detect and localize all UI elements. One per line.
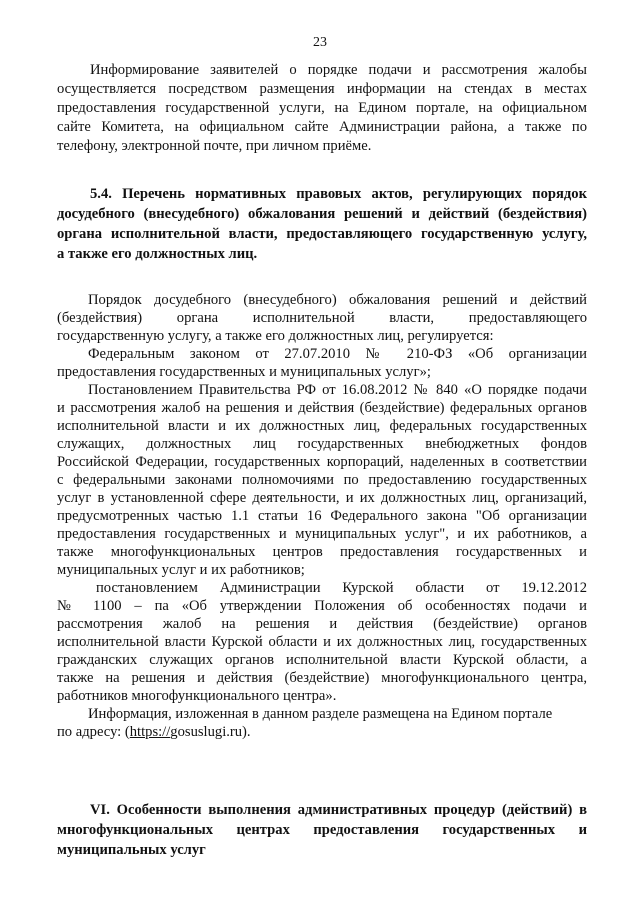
section-vi-heading-line-1: VI. Особенности выполнения административных процедур (действий) в	[90, 802, 587, 818]
body-line-3: государственную услугу, а также его должностных лиц, регулируется:	[57, 328, 494, 344]
section-5-4-heading-line-2: досудебного (внесудебного) обжалования решений и действий (бездействия)	[57, 206, 587, 222]
body-line-11: с федеральными законами полномочиями по предоставлению государственных	[57, 472, 587, 488]
body-line-22: также на решения и действия (бездействие) многофункционального центра,	[57, 670, 587, 686]
body-line-19: рассмотрения жалоб на решения и действия (бездействие) органов	[57, 616, 587, 632]
address-suffix: gosuslugi.ru).	[170, 724, 251, 740]
intro-line-4: сайте Комитета, на официальном сайте Администрации района, а также по	[57, 119, 587, 135]
section-vi-heading-line-2: многофункциональных центрах предоставления государственных и	[57, 822, 587, 838]
section-5-4-heading-line-1: 5.4. Перечень нормативных правовых актов, регулирующих порядок	[90, 186, 587, 202]
body-line-13: предусмотренных частью 1.1 статьи 16 Федерального закона "Об организации	[57, 508, 587, 524]
body-line-18: № 1100 – па «Об утверждении Положения об особенностях подачи и	[57, 598, 587, 614]
section-vi-heading-line-3: муниципальных услуг	[57, 842, 206, 858]
body-line-5: предоставления государственных и муниципальных услуг»;	[57, 364, 431, 380]
body-line-24: Информация, изложенная в данном разделе размещена на Едином портале	[88, 706, 553, 722]
body-line-10: Российской Федерации, государственных корпораций, наделенных в соответствии	[57, 454, 587, 470]
body-line-15: также многофункциональных центров предоставления государственных и	[57, 544, 587, 560]
intro-line-5: телефону, электронной почте, при личном приёме.	[57, 138, 372, 154]
body-line-17: постановлением Администрации Курской области от 19.12.2012	[96, 580, 587, 596]
body-line-2: (бездействия) органа исполнительной власти, предоставляющего	[57, 310, 587, 326]
intro-line-3: предоставления государственной услуги, на Едином портале, на официальном	[57, 100, 587, 116]
address-line	[57, 723, 587, 742]
body-line-12: услуг в установленной сфере деятельности, и их должностных лиц, организаций,	[57, 490, 587, 506]
body-line-7: и рассмотрения жалоб на решения и действия (бездействие) федеральных органов	[57, 400, 587, 416]
section-5-4-heading-line-3: органа исполнительной власти, предоставляющего государственную услугу,	[57, 226, 587, 242]
gosuslugi-link[interactable]: https://	[129, 724, 171, 740]
body-line-9: служащих, должностных лиц государственных внебюджетных фондов	[57, 436, 587, 452]
intro-line-2: осуществляется посредством размещения информации на стендах в местах	[57, 81, 587, 97]
body-line-4: Федеральным законом от 27.07.2010 № 210-ФЗ «Об организации	[88, 346, 587, 362]
body-line-8: исполнительной власти и их должностных лиц, федеральных государственных	[57, 418, 587, 434]
body-line-21: гражданских служащих органов исполнительной власти Курской области, а	[57, 652, 587, 668]
intro-line-1: Информирование заявителей о порядке подачи и рассмотрения жалобы	[90, 62, 587, 78]
section-5-4-heading-line-4: а также его должностных лиц.	[57, 246, 258, 262]
body-line-20: исполнительной власти Курской области и их должностных лиц, государственных	[57, 634, 587, 650]
body-line-23: работников многофункционального центра».	[57, 688, 337, 704]
body-line-16: муниципальных услуг и их работников;	[57, 562, 305, 578]
page-number: 23	[313, 35, 327, 50]
body-line-1: Порядок досудебного (внесудебного) обжалования решений и действий	[88, 292, 587, 308]
address-prefix: по адресу: (	[57, 724, 130, 740]
body-line-6: Постановлением Правительства РФ от 16.08.2012 № 840 «О порядке подачи	[88, 382, 587, 398]
body-line-14: предоставления государственных и муниципальных услуг", и их работников, а	[57, 526, 587, 542]
